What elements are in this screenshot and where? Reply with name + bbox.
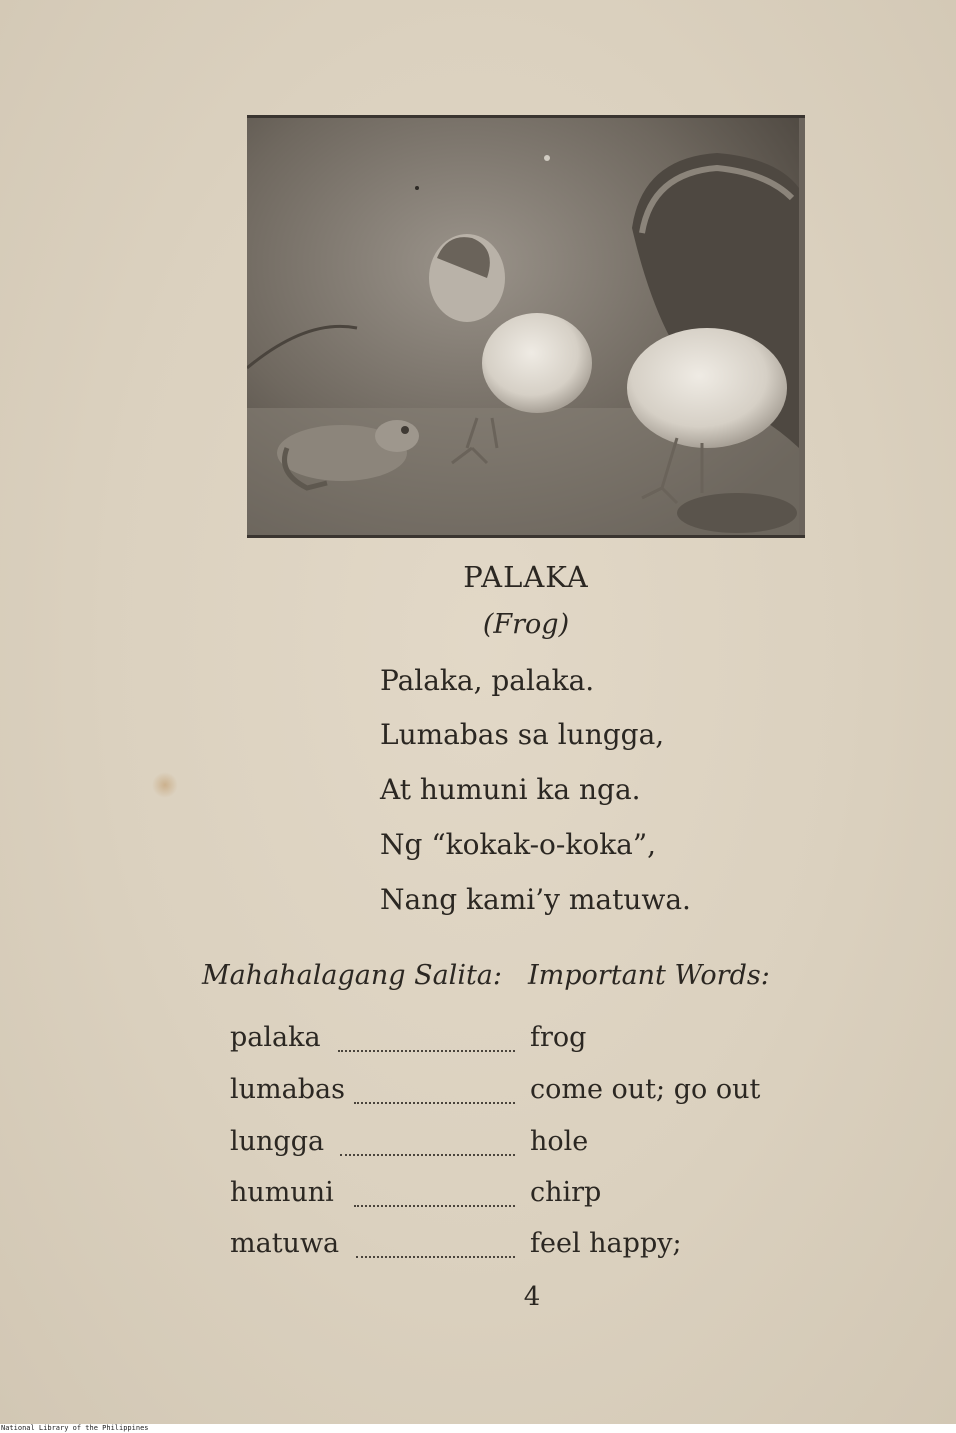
vocab-row <box>230 1022 790 1062</box>
vocab-row <box>230 1074 790 1114</box>
illustration-chicks-and-frog <box>247 115 805 538</box>
vocab-word: palaka <box>230 1022 321 1053</box>
paper-stain <box>152 772 178 798</box>
vocab-meaning: come out; go out <box>530 1074 761 1105</box>
poem-line: Lumabas sa lungga, <box>380 718 665 751</box>
footer-bar <box>0 1424 956 1433</box>
vocab-word: humuni <box>230 1177 334 1208</box>
poem-line: Nang kami’y matuwa. <box>380 883 691 916</box>
vocab-word: matuwa <box>230 1228 340 1259</box>
page-number: 4 <box>523 1282 541 1312</box>
vocab-row <box>230 1228 790 1268</box>
vocab-meaning: feel happy; <box>530 1228 682 1259</box>
vocab-row <box>230 1126 790 1166</box>
poem-line: Ng “kokak-o-koka”, <box>380 828 657 861</box>
vocab-heading-english: Important Words: <box>528 960 770 991</box>
poem-title: PALAKA <box>463 560 589 594</box>
poem-subtitle: (Frog) <box>482 609 570 640</box>
vocab-row <box>230 1177 790 1217</box>
dot-leader <box>340 1154 515 1156</box>
vocab-word: lungga <box>230 1126 325 1157</box>
vocab-word: lumabas <box>230 1074 345 1105</box>
dot-leader <box>338 1050 515 1052</box>
vocab-meaning: hole <box>530 1126 589 1157</box>
vocab-meaning: frog <box>530 1022 587 1053</box>
poem-line: At humuni ka nga. <box>380 773 641 806</box>
vocab-heading-tagalog: Mahahalagang Salita: <box>202 960 502 991</box>
dot-leader <box>354 1205 515 1207</box>
dot-leader <box>356 1256 515 1258</box>
vocab-meaning: chirp <box>530 1177 602 1208</box>
dot-leader <box>354 1102 515 1104</box>
poem-line: Palaka, palaka. <box>380 664 595 697</box>
illustration-photo <box>247 118 799 535</box>
library-credit: National Library of the Philippines <box>1 1424 149 1432</box>
